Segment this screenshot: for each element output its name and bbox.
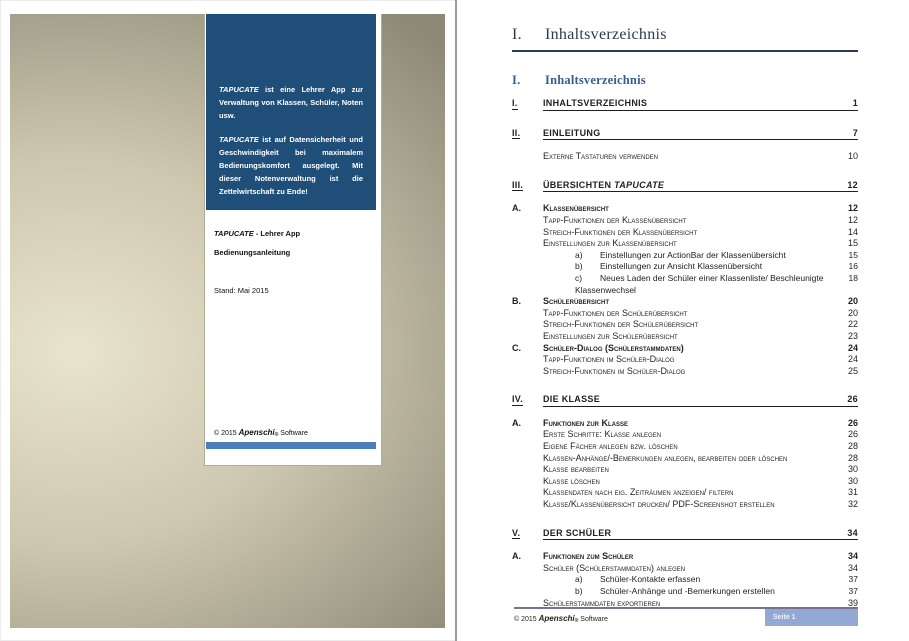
- toc-entry-number: B.: [512, 296, 521, 307]
- toc-entry-number: A.: [512, 203, 521, 214]
- toc-entry-page: 25: [847, 365, 858, 376]
- toc-entry-title: b) Schüler-Anhänge und -Bemerkungen erstellen: [575, 586, 775, 596]
- copyright-suffix: Software: [578, 616, 608, 623]
- toc-page: [455, 0, 909, 641]
- toc-row[interactable]: [512, 528, 858, 541]
- toc-row[interactable]: [512, 453, 858, 465]
- toc-entry-page: 37: [848, 586, 858, 596]
- toc-entry-title: Tapp-Funktionen der Klassenübersicht: [543, 214, 687, 225]
- toc-entry-page: 32: [847, 499, 858, 510]
- toc-row[interactable]: [512, 308, 858, 320]
- toc-entry-title: Schülerübersicht: [543, 296, 610, 307]
- toc-entry-page: 22: [847, 319, 858, 330]
- toc-entry-page: 39: [847, 597, 858, 608]
- toc-entry-page: 1: [852, 98, 858, 108]
- toc-entry-title: INHALTSVERZEICHNIS: [543, 98, 648, 108]
- toc-entry-page: 10: [847, 151, 858, 162]
- cover-title-suffix: - Lehrer App: [253, 229, 301, 238]
- toc-entry-page: 18: [848, 272, 858, 283]
- toc-row[interactable]: [512, 227, 858, 239]
- toc-entry-number: II.: [512, 127, 521, 138]
- toc-entry-page: 20: [847, 296, 858, 307]
- toc-entry-title: Klassen-Anhänge/-Bemerkungen anlegen, bearbeiten oder löschen: [543, 452, 788, 463]
- toc-row[interactable]: [512, 128, 858, 141]
- toc-entry-page: 7: [852, 127, 858, 138]
- toc-entry-title: a) Schüler-Kontakte erfassen: [575, 574, 701, 585]
- toc-entry-page: 37: [848, 574, 858, 585]
- publisher-name: Apenschi®: [538, 614, 579, 624]
- toc-entry-page: 26: [847, 394, 858, 405]
- toc-entry-title: Schüler (Schülerstammdaten) anlegen: [543, 562, 686, 573]
- toc-entry-title: Schüler-Dialog (Schülerstammdaten): [543, 342, 684, 353]
- toc-row[interactable]: [512, 273, 858, 296]
- toc-entry-page: 28: [847, 441, 858, 452]
- toc-row[interactable]: [512, 476, 858, 488]
- toc-entry-title: Streich-Funktionen der Klassenübersicht: [543, 226, 698, 237]
- toc-entry-title: a) Einstellungen zur ActionBar der Klassenübersicht: [575, 249, 786, 260]
- heading-text: Inhaltsverzeichnis: [545, 26, 667, 43]
- cover-accent-bar: [206, 442, 376, 449]
- toc-row[interactable]: [512, 394, 858, 407]
- toc-row[interactable]: [512, 429, 858, 441]
- toc-entry-page: 12: [847, 214, 858, 225]
- toc-row[interactable]: [512, 586, 858, 598]
- toc-entry-title: Schülerstammdaten exportieren: [543, 597, 661, 608]
- cover-intro-paragraph-1: [219, 84, 363, 122]
- toc-entry-title: Funktionen zur Klasse: [543, 417, 628, 428]
- toc-entry-title: DER SCHÜLER: [543, 527, 612, 538]
- toc-entry-title: Eigene Fächer anlegen bzw. löschen: [543, 441, 678, 452]
- toc-entry-page: 26: [847, 417, 858, 428]
- toc-sub-heading: [512, 73, 858, 88]
- toc-entry-page: 24: [847, 354, 858, 365]
- toc-entry-page: 26: [847, 429, 858, 440]
- toc-entry-title: ÜBERSICHTEN TAPUCATE: [543, 179, 665, 190]
- toc-row[interactable]: [512, 296, 858, 308]
- toc-entry-title: Klasse bearbeiten: [543, 464, 609, 475]
- toc-row[interactable]: [512, 366, 858, 378]
- page-footer: [514, 607, 858, 626]
- brand-name: TAPUCATE: [214, 229, 254, 238]
- cover-subtitle: Bedienungsanleitung: [214, 248, 291, 257]
- toc-entry-number: I.: [512, 98, 518, 108]
- toc-row[interactable]: [512, 98, 858, 111]
- toc-entry-number: C.: [512, 342, 521, 353]
- toc-row[interactable]: [512, 464, 858, 476]
- toc-entry-page: 23: [847, 330, 858, 341]
- cover-sheet: [204, 14, 382, 466]
- toc-row[interactable]: [512, 331, 858, 343]
- toc-row[interactable]: [512, 563, 858, 575]
- cover-title: [214, 229, 300, 238]
- toc-entry-title: Streich-Funktionen im Schüler-Dialog: [543, 365, 686, 376]
- toc-entry-title: Streich-Funktionen der Schülerübersicht: [543, 319, 699, 330]
- cover-intro-text: ist eine Lehrer App zur Verwaltung von Klassen, Schüler, Noten usw.: [219, 85, 363, 120]
- toc-entry-number: IV.: [512, 394, 524, 405]
- toc-entries: [512, 98, 858, 609]
- toc-entry-title: DIE KLASSE: [543, 394, 601, 405]
- toc-entry-title: Klassendaten nach eig. Zeiträumen anzeigen/ filtern: [543, 487, 734, 498]
- toc-entry-title: Externe Tastaturen verwenden: [543, 151, 659, 162]
- brand-name: TAPUCATE: [219, 85, 259, 94]
- brand-name: TAPUCATE: [219, 135, 259, 145]
- toc-row[interactable]: [512, 250, 858, 262]
- toc-entry-title: Einstellungen zur Klassenübersicht: [543, 238, 677, 249]
- toc-entry-title: Klassenübersicht: [543, 203, 609, 214]
- toc-entry-title: b) Einstellungen zur Ansicht Klassenübersicht: [575, 261, 763, 272]
- toc-row[interactable]: [512, 261, 858, 273]
- toc-entry-page: 30: [847, 464, 858, 475]
- cover-copyright: [214, 428, 308, 438]
- toc-entry-title: Funktionen zum Schüler: [543, 551, 634, 562]
- toc-entry-number: A.: [512, 551, 521, 562]
- toc-row[interactable]: [512, 551, 858, 563]
- toc-entry-title: Einstellungen zur Schülerübersicht: [543, 330, 678, 341]
- toc-row[interactable]: [512, 215, 858, 227]
- toc-entry-page: 14: [847, 226, 858, 237]
- toc-entry-title: Erste Schritte: Klasse anlegen: [543, 429, 662, 440]
- toc-entry-title: Tapp-Funktionen der Schülerübersicht: [543, 307, 688, 318]
- publisher-name: Apenschi®: [238, 428, 279, 438]
- toc-entry-page: 28: [847, 452, 858, 463]
- toc-row[interactable]: [512, 180, 858, 193]
- toc-entry-page: 24: [847, 342, 858, 353]
- toc-row[interactable]: [512, 441, 858, 453]
- toc-entry-number: A.: [512, 417, 521, 428]
- toc-row[interactable]: [512, 203, 858, 215]
- cover-date-line: Stand: Mai 2015: [214, 286, 269, 295]
- toc-row[interactable]: [512, 151, 858, 163]
- toc-entry-page: 30: [847, 475, 858, 486]
- footer-copyright: [514, 609, 608, 624]
- cover-page: [10, 14, 445, 628]
- cover-intro-paragraph-2: [219, 134, 363, 198]
- toc-content: [457, 0, 909, 624]
- toc-entry-page: 34: [847, 562, 858, 573]
- toc-entry-page: 20: [847, 307, 858, 318]
- heading-text: Inhaltsverzeichnis: [545, 73, 646, 87]
- heading-number: I.: [512, 26, 522, 43]
- toc-row[interactable]: [512, 343, 858, 355]
- registered-mark: ®: [274, 432, 279, 438]
- toc-row[interactable]: [512, 418, 858, 430]
- toc-entry-number: III.: [512, 179, 524, 190]
- toc-entry-title: EINLEITUNG: [543, 127, 601, 138]
- copyright-suffix: Software: [278, 430, 308, 437]
- toc-entry-page: 16: [848, 261, 858, 272]
- toc-entry-page: 34: [847, 551, 858, 562]
- toc-entry-page: 34: [847, 527, 858, 538]
- toc-entry-page: 31: [847, 487, 858, 498]
- toc-row[interactable]: [512, 574, 858, 586]
- page-number-badge: Seite 1: [765, 609, 858, 626]
- copyright-prefix: © 2015: [214, 430, 239, 437]
- toc-entry-title: Klasse löschen: [543, 475, 600, 486]
- toc-row[interactable]: [512, 487, 858, 499]
- cover-intro-text: ist auf Datensicherheit und Geschwindigkeit bei maximalem Bedienungskomfort ausgelegt. Mit dieser Notenverwaltung ist die Zettelwirtschaft zu Ende!: [219, 135, 363, 196]
- toc-row[interactable]: [512, 238, 858, 250]
- toc-row[interactable]: [512, 354, 858, 366]
- registered-mark: ®: [574, 618, 579, 624]
- toc-entry-page: 15: [848, 249, 858, 260]
- toc-entry-number: V.: [512, 527, 521, 538]
- heading-number: I.: [512, 73, 521, 87]
- toc-entry-title: Klasse/Klassenübersicht drucken/ PDF-Screenshot erstellen: [543, 499, 775, 510]
- cover-intro-panel: [206, 14, 376, 210]
- toc-main-heading: [512, 26, 858, 52]
- toc-entry-page: 12: [847, 203, 858, 214]
- toc-entry-page: 12: [847, 179, 858, 190]
- toc-entry-title: c) Neues Laden der Schüler einer Klassenliste/ Beschleunigte Klassenwechsel: [575, 272, 824, 295]
- toc-entry-title: Tapp-Funktionen im Schüler-Dialog: [543, 354, 675, 365]
- toc-row[interactable]: [512, 319, 858, 331]
- copyright-prefix: © 2015: [514, 616, 539, 623]
- toc-row[interactable]: [512, 499, 858, 511]
- toc-entry-page: 15: [847, 238, 858, 249]
